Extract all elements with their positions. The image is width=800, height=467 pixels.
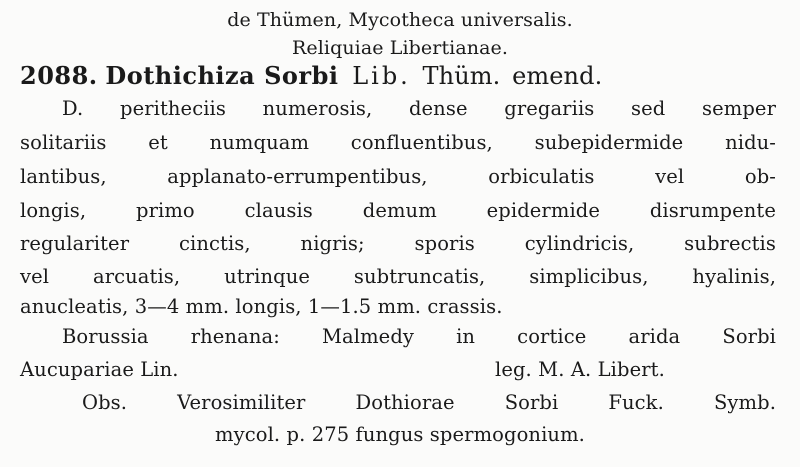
species-emend: emend.	[512, 62, 603, 90]
species-author: Lib.	[352, 62, 411, 90]
description-line: D. peritheciis numerosis, dense gregariis sed semper	[62, 97, 776, 120]
description-line: lantibus, applanato-errumpentibus, orbiculatis vel ob-	[20, 165, 776, 188]
obs-line: Obs. Verosimiliter Dothiorae Sorbi Fuck. Symb.	[82, 391, 776, 414]
locality-line: Borussia rhenana: Malmedy in cortice arida Sorbi	[62, 325, 776, 348]
description-line: longis, primo clausis demum epidermide disrumpente	[20, 199, 776, 222]
description-line: anucleatis, 3—4 mm. longis, 1—1.5 mm. crassis.	[20, 295, 503, 318]
description-line: vel arcuatis, utrinque subtruncatis, simplicibus, hyalinis,	[20, 265, 776, 288]
host-name: Aucupariae Lin.	[20, 358, 179, 381]
exsiccata-number: 2088.	[20, 61, 98, 90]
species-title	[20, 60, 602, 92]
description-line: regulariter cinctis, nigris; sporis cylindricis, subrectis	[20, 232, 776, 255]
locality-host-row	[20, 358, 776, 382]
header-subtitle: Reliquiae Libertianae.	[291, 37, 509, 59]
species-author-2: Thüm.	[422, 62, 501, 90]
species-name: Dothichiza Sorbi	[105, 61, 339, 90]
description-line: solitariis et numquam confluentibus, subepidermide nidu-	[20, 131, 776, 154]
obs-line: mycol. p. 275 fungus spermogonium.	[215, 423, 585, 446]
collector: leg. M. A. Libert.	[495, 358, 665, 381]
header-series-title: de Thümen, Mycotheca universalis.	[227, 9, 573, 31]
